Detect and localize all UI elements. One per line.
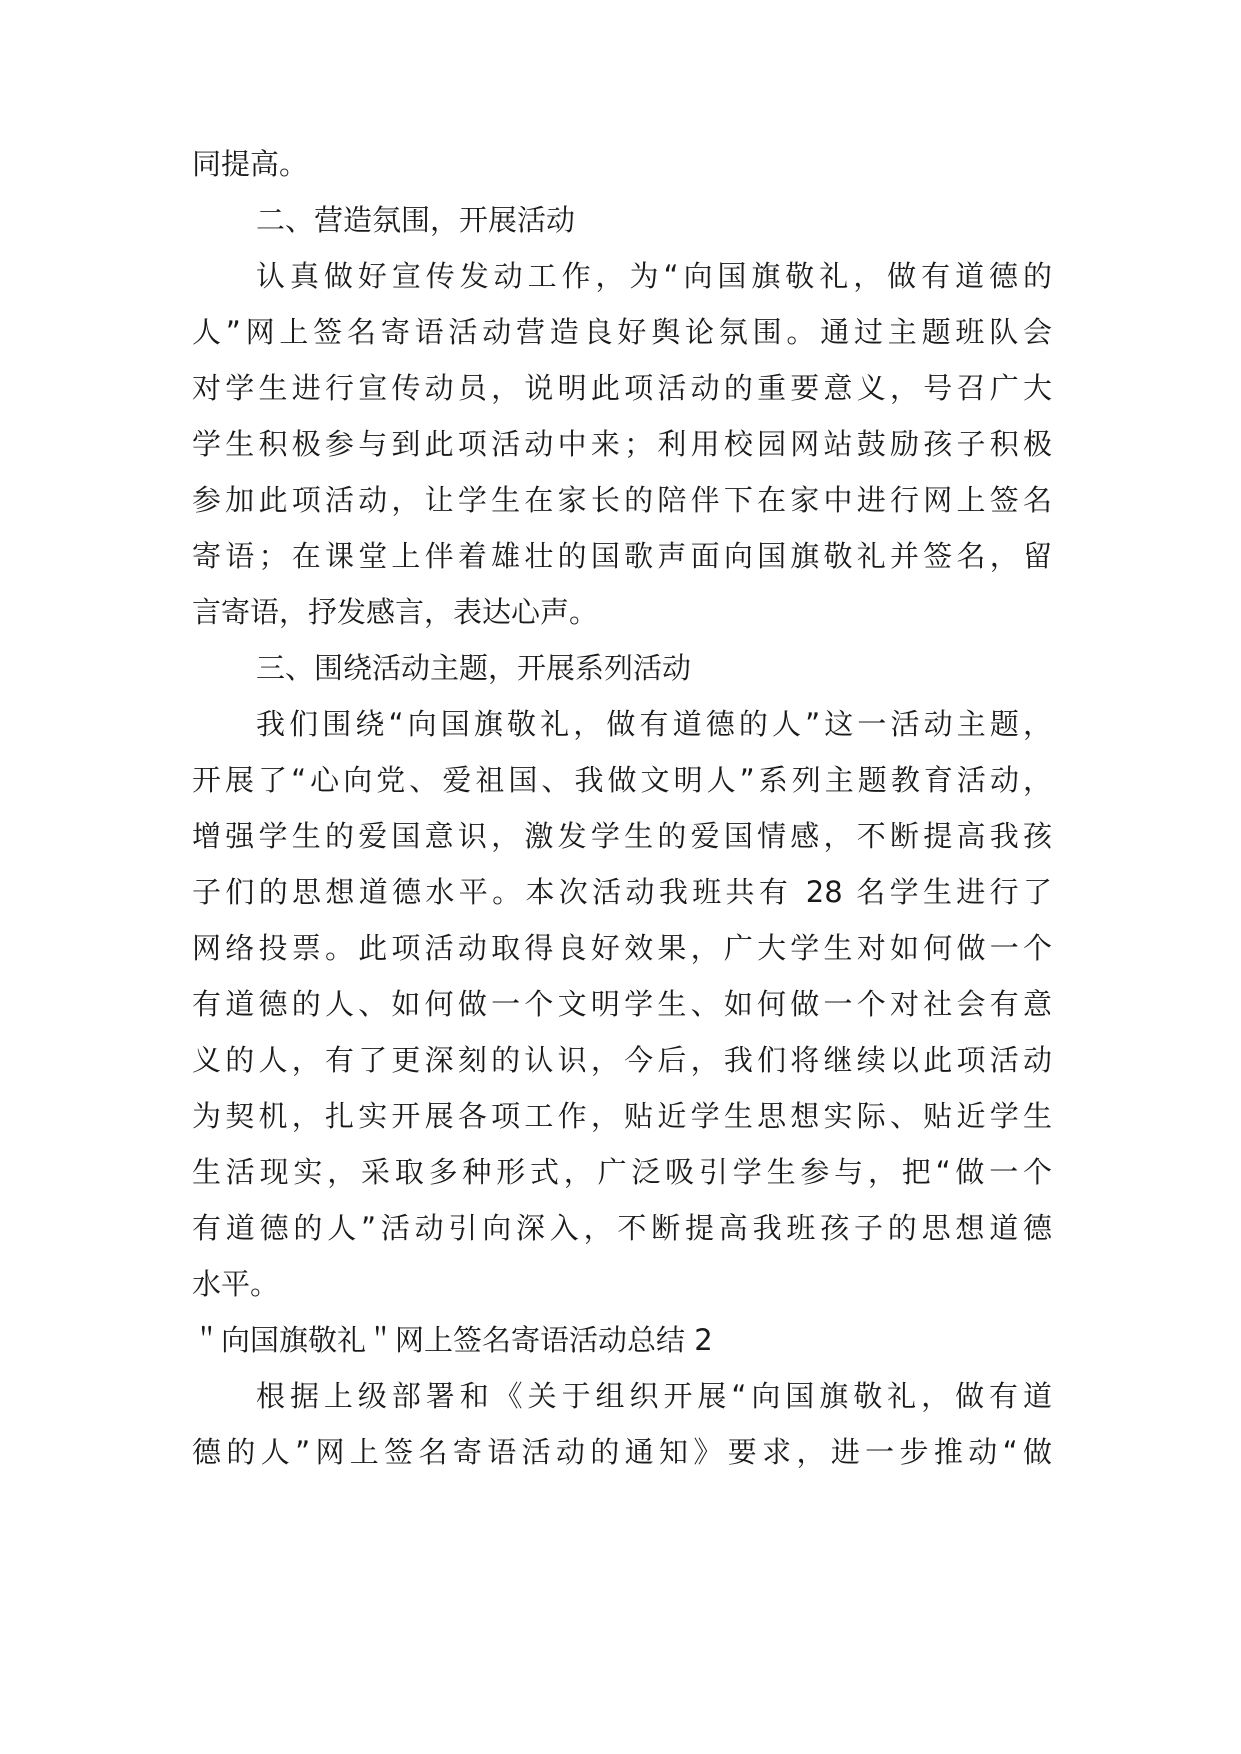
paragraph-line: 开展了“心向党、爱祖国、我做文明人”系列主题教育活动，	[192, 763, 1052, 797]
paragraph-line: 同提高。	[192, 147, 309, 181]
paragraph-line: 有道德的人、如何做一个文明学生、如何做一个对社会有意	[192, 987, 1052, 1021]
paragraph-line: 我们围绕“向国旗敬礼，做有道德的人”这一活动主题，	[256, 707, 1052, 741]
paragraph-line: 德的人”网上签名寄语活动的通知》要求，进一步推动“做	[192, 1435, 1052, 1469]
paragraph-line: 寄语；在课堂上伴着雄壮的国歌声面向国旗敬礼并签名，留	[192, 539, 1052, 573]
paragraph-line: 参加此项活动，让学生在家长的陪伴下在家中进行网上签名	[192, 483, 1052, 517]
paragraph-line: 义的人，有了更深刻的认识，今后，我们将继续以此项活动	[192, 1043, 1052, 1077]
paragraph-line: 生活现实，采取多种形式，广泛吸引学生参与，把“做一个	[192, 1155, 1052, 1189]
paragraph-line: 增强学生的爱国意识，激发学生的爱国情感，不断提高我孩	[192, 819, 1052, 853]
paragraph-line: 根据上级部署和《关于组织开展“向国旗敬礼，做有道	[256, 1379, 1052, 1413]
paragraph-line: 人”网上签名寄语活动营造良好舆论氛围。通过主题班队会	[192, 315, 1052, 349]
paragraph-line: 有道德的人”活动引向深入，不断提高我班孩子的思想道德	[192, 1211, 1052, 1245]
paragraph-line: 认真做好宣传发动工作，为“向国旗敬礼，做有道德的	[256, 259, 1052, 293]
paragraph-line: 子们的思想道德水平。本次活动我班共有 28 名学生进行了	[192, 875, 1052, 909]
section-heading: 三、围绕活动主题，开展系列活动	[256, 651, 692, 685]
section-heading: 二、营造氛围，开展活动	[256, 203, 576, 237]
paragraph-line: 水平。	[192, 1267, 280, 1301]
paragraph-line: 为契机，扎实开展各项工作，贴近学生思想实际、贴近学生	[192, 1099, 1052, 1133]
paragraph-line: 学生积极参与到此项活动中来；利用校园网站鼓励孩子积极	[192, 427, 1052, 461]
paragraph-line: 言寄语，抒发感言，表达心声。	[192, 595, 599, 629]
paragraph-line: 网络投票。此项活动取得良好效果，广大学生对如何做一个	[192, 931, 1052, 965]
section-title: ＂向国旗敬礼＂网上签名寄语活动总结 2	[192, 1323, 713, 1357]
paragraph-line: 对学生进行宣传动员，说明此项活动的重要意义，号召广大	[192, 371, 1052, 405]
